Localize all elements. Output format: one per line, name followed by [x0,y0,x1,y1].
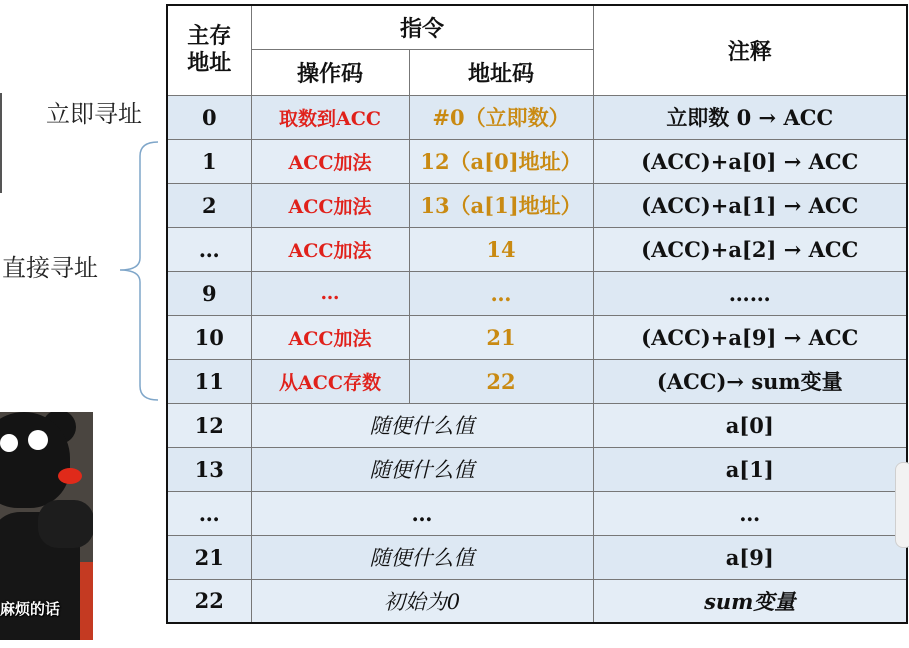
cell-addrcode: … [409,271,593,315]
immediate-addressing-label: 立即寻址 [46,100,142,128]
presenter-video-thumbnail [0,412,93,640]
cell-address: 21 [167,535,251,579]
cell-address: 1 [167,139,251,183]
cell-address: 11 [167,359,251,403]
header-addrcode: 地址码 [409,49,593,95]
cell-memory-content: 随便什么值 [251,447,593,491]
table-row [167,535,907,579]
bear-eye-right [28,430,48,450]
table-row [167,359,907,403]
header-comment: 注释 [593,5,907,95]
header-instruction: 指令 [251,5,593,49]
cell-comment: a[1] [593,447,907,491]
cell-comment: (ACC)+a[2] → ACC [593,227,907,271]
cell-addrcode: 22 [409,359,593,403]
memory-table-wrapper [166,4,908,624]
table-row [167,315,907,359]
cell-opcode: ACC加法 [251,139,409,183]
cell-comment: (ACC)→ sum变量 [593,359,907,403]
cell-comment: a[0] [593,403,907,447]
cell-comment: (ACC)+a[1] → ACC [593,183,907,227]
cell-comment: … [593,491,907,535]
cell-opcode: ACC加法 [251,183,409,227]
direct-addressing-label: 直接寻址 [2,254,98,282]
cell-memory-content: 随便什么值 [251,535,593,579]
table-row [167,403,907,447]
bear-cheek [58,468,82,484]
cell-comment: a[9] [593,535,907,579]
left-edge-bar [0,93,2,193]
cell-address: … [167,227,251,271]
video-subtitle: 麻烦的话 [0,600,61,618]
cell-addrcode: 14 [409,227,593,271]
table-row [167,183,907,227]
table-row [167,227,907,271]
bear-eye-left [0,434,18,452]
table-row [167,491,907,535]
cell-memory-content: 随便什么值 [251,403,593,447]
header-memory-address [167,5,251,95]
cell-address: … [167,491,251,535]
header-address-line1: 主存 [187,22,232,49]
cell-opcode: 从ACC存数 [251,359,409,403]
table-row [167,139,907,183]
direct-addressing-brace [114,140,164,402]
cell-comment: (ACC)+a[9] → ACC [593,315,907,359]
cell-addrcode: #0（立即数） [409,95,593,139]
table-row [167,271,907,315]
cell-comment: 立即数 0 → ACC [593,95,907,139]
cell-address: 2 [167,183,251,227]
header-address-line2: 地址 [187,50,232,77]
cell-opcode: ACC加法 [251,227,409,271]
bear-arm [38,500,93,548]
cell-address: 13 [167,447,251,491]
cell-opcode: … [251,271,409,315]
table-row [167,579,907,623]
cell-addrcode: 13（a[1]地址） [409,183,593,227]
cell-address: 10 [167,315,251,359]
cell-comment: sum变量 [593,579,907,623]
table-row [167,95,907,139]
side-scroll-handle[interactable] [895,462,909,548]
memory-instruction-table [166,4,908,624]
cell-address: 9 [167,271,251,315]
cell-memory-content: 初始为0 [251,579,593,623]
cell-addrcode: 12（a[0]地址） [409,139,593,183]
cell-opcode: ACC加法 [251,315,409,359]
cell-address: 22 [167,579,251,623]
cell-opcode: 取数到ACC [251,95,409,139]
cell-address: 0 [167,95,251,139]
header-opcode: 操作码 [251,49,409,95]
cell-address: 12 [167,403,251,447]
table-row [167,447,907,491]
cell-comment: …… [593,271,907,315]
cell-memory-content: … [251,491,593,535]
cell-addrcode: 21 [409,315,593,359]
cell-comment: (ACC)+a[0] → ACC [593,139,907,183]
